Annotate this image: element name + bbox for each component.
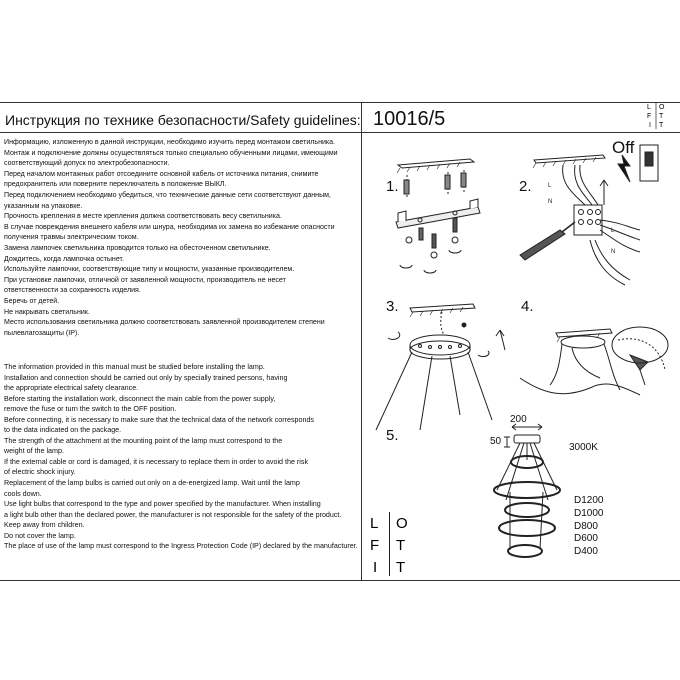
svg-text:F: F [370, 537, 380, 554]
page-title: Инструкция по технике безопасности/Safety guidelines: [5, 112, 361, 128]
ru-line: Место использования светильника должно соответствовать заявленной производителем степени [4, 319, 325, 327]
ru-line: При установке лампочки, отличной от заявленной мощности, производитель не несет [4, 276, 286, 284]
svg-text:I: I [649, 122, 651, 129]
en-line: Do not cover the lamp. [4, 531, 76, 540]
en-line: the appropriate electrical safety clearance. [4, 384, 139, 393]
en-line: If the external cable or cord is damaged, it is necessary to replace them in order to avoid the risk [4, 457, 309, 466]
en-line: Installation and connection should be carried out only by specially trained persons, having [4, 373, 288, 382]
svg-text:L: L [647, 104, 651, 111]
en-line: remove the fuse or turn the switch to the OFF position. [4, 405, 177, 414]
svg-text:T: T [396, 559, 406, 576]
en-line: Keep away from children. [4, 521, 85, 530]
ru-line: Монтаж и подключение должны осуществляться только специально обученными лицами, имеющими [4, 149, 338, 157]
en-line: The strength of the attachment at the mounting point of the lamp must correspond to the [4, 436, 283, 445]
en-line: to the data indicated on the package. [4, 426, 122, 435]
diameter-item: D800 [574, 520, 598, 532]
ru-line: Дождитесь, когда лампочка остынет. [4, 255, 124, 263]
ru-line: Перед началом монтажных работ отсоедините основной кабель от источника питания, снимите [4, 170, 319, 178]
ru-line: соответствующий допуск по электробезопасности. [4, 160, 170, 168]
en-line: weight of the lamp. [4, 447, 64, 456]
step-5-label: 5. [386, 427, 399, 444]
en-line: The place of use of the lamp must correspond to the Ingress Protection Code (IP) declared by the manufacturer. [4, 542, 358, 551]
dimension-width: 200 [510, 414, 527, 425]
dimension-height: 50 [490, 436, 502, 447]
diameter-item: D1000 [574, 507, 604, 519]
en-line: Before starting the installation work, disconnect the main cable from the power supply, [4, 394, 276, 403]
ru-line: Замена лампочек светильника проводится только на обесточенном светильнике. [4, 244, 271, 252]
svg-text:I: I [373, 559, 378, 576]
ru-line: В случае повреждения внешнего кабеля или шнура, необходима их замена во избежание опасности [4, 223, 335, 231]
en-line: Before connecting, it is necessary to make sure that the technical data of the network corresponds [4, 415, 314, 424]
ru-line: получения травмы электрическим током. [4, 234, 139, 242]
svg-text:T: T [396, 537, 406, 554]
ru-line: указанным на упаковке. [4, 202, 83, 210]
ru-line: Беречь от детей. [4, 297, 60, 305]
step-2-label: 2. [519, 178, 532, 195]
svg-text:T: T [659, 113, 664, 120]
en-line: Use light bulbs that correspond to the type and power specified by the manufacturer. When installing [4, 500, 321, 509]
ru-line: Не накрывать светильник. [4, 308, 90, 316]
wire-label-n: N [548, 199, 553, 205]
step-4-label: 4. [521, 298, 534, 315]
ru-line: Прочность крепления в месте крепления должна соответствовать весу светильника. [4, 213, 282, 221]
wire-label-l: L [548, 183, 552, 189]
en-line: a light bulb other than the declared power, the manufacturer is not responsible for the safety of the product. [4, 510, 342, 519]
ru-line: Информацию, изложенную в данной инструкции, необходимо изучить перед монтажом светильника. [4, 139, 336, 146]
en-line: The information provided in this manual must be studied before installing the lamp. [4, 363, 265, 371]
ru-line: Перед подключением необходимо убедиться, что технические данные сети соответствуют данным, [4, 191, 331, 199]
svg-text:O: O [396, 515, 408, 532]
lofit-logo [362, 510, 417, 578]
diameter-item: D600 [574, 533, 598, 545]
step-1-label: 1. [386, 178, 399, 195]
en-line: of electric shock injury. [4, 468, 76, 477]
ru-line: ответственности за сохранность изделия. [4, 287, 141, 295]
ru-line: Используйте лампочки, соответствующие типу и мощности, указанные производителем. [4, 266, 295, 274]
step-5-diagram [494, 424, 560, 557]
diameter-list [574, 495, 603, 559]
step-4-diagram [520, 327, 668, 395]
color-temperature: 3000K [569, 442, 598, 453]
en-line: Replacement of the lamp bulbs is carried out only on a de-energized lamp. Wait until the lamp [4, 479, 300, 488]
step-1-diagram [396, 159, 480, 273]
step-2-diagram [520, 145, 658, 285]
svg-text:L: L [370, 515, 379, 532]
model-number: 10016/5 [373, 108, 446, 130]
svg-text:O: O [659, 104, 665, 111]
diameter-item: D400 [574, 546, 598, 558]
step-3-label: 3. [386, 298, 399, 315]
ru-line: предохранитель или поверните переключатель в положение ВЫКЛ. [4, 181, 227, 189]
wire-label-l-right: L [611, 228, 615, 234]
ru-line: пылевлагозащиты (IP). [4, 329, 80, 337]
diameter-item: D1200 [574, 495, 604, 506]
en-line: cools down. [4, 489, 42, 498]
svg-text:T: T [659, 122, 664, 129]
wire-label-n-right: N [611, 249, 616, 255]
switch-off-label: Off [612, 138, 635, 157]
step-3-diagram [376, 304, 505, 430]
svg-text:F: F [647, 113, 652, 120]
